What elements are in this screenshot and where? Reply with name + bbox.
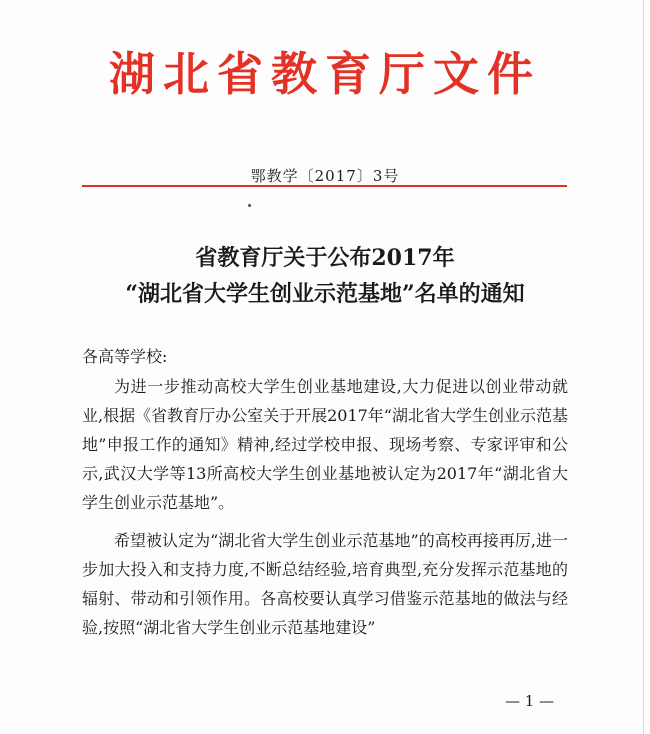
issuer-header: 湖北省教育厅文件	[109, 47, 541, 101]
document-number: 鄂教学〔2017〕3号	[250, 167, 400, 185]
notice-title-line-2: “湖北省大学生创业示范基地”名单的通知	[125, 281, 525, 307]
page-edge	[643, 0, 644, 734]
paragraph-1: 为进一步推动高校大学生创业基地建设,大力促进以创业带动就业,根据《省教育厅办公室关于开展2017年“湖北省大学生创业示范基地”申报工作的通知》精神,经过学校申报、现场考察、专家评审和公示,武汉大学等13所高校大学生创业基地被认定为2017年“湖北省大学生创业示范基地”。	[82, 377, 568, 512]
page-number: — 1 —	[505, 692, 555, 710]
body-text	[82, 372, 568, 642]
paragraph-2: 希望被认定为“湖北省大学生创业示范基地”的高校再接再厉,进一步加大投入和支持力度,不断总结经验,培育典型,充分发挥示范基地的辐射、带动和引领作用。各高校要认真学习借鉴示范基地的做法与经验,按照“湖北省大学生创业示范基地建设”	[82, 531, 568, 637]
notice-title	[0, 240, 650, 312]
red-divider-line	[82, 185, 567, 187]
salutation: 各高等学校:	[82, 347, 168, 366]
notice-title-line-1: 省教育厅关于公布2017年	[195, 245, 455, 271]
scan-speck	[247, 203, 251, 207]
